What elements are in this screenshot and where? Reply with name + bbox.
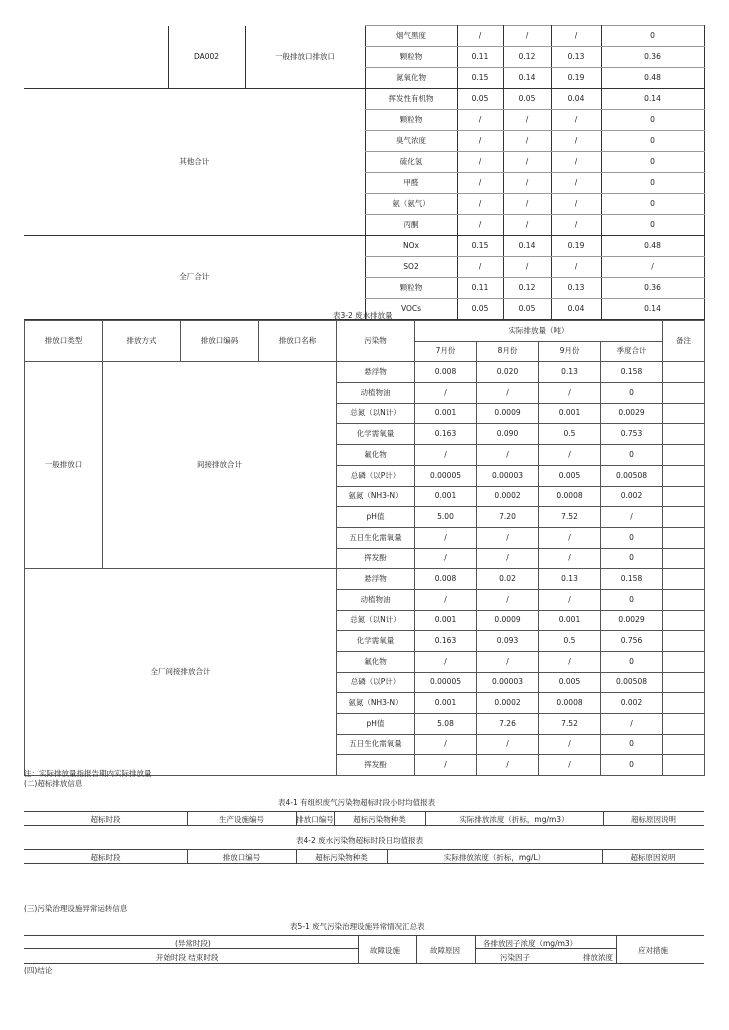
- remark-cell: [663, 548, 705, 569]
- remark-cell: [663, 755, 705, 776]
- t5-facility-header: 故障设施: [370, 946, 400, 955]
- value-cell: 0.0009: [477, 610, 539, 631]
- value-cell: /: [539, 527, 601, 548]
- value-cell: 0: [601, 445, 663, 466]
- group-label-cell: 其他合计: [24, 89, 365, 236]
- value-cell: /: [477, 383, 539, 404]
- value-cell: 0.14: [601, 299, 704, 320]
- pollutant-cell: 颗粒物: [365, 278, 457, 299]
- value-cell: /: [457, 173, 503, 194]
- value-cell: 0.0029: [601, 610, 663, 631]
- value-cell: 0.13: [551, 278, 601, 299]
- pollutant-cell: 臭气浓度: [365, 131, 457, 152]
- value-cell: 0.13: [551, 47, 601, 68]
- value-cell: /: [551, 215, 601, 236]
- value-cell: 0: [601, 755, 663, 776]
- remark-cell: [663, 631, 705, 652]
- header-pollutant: 污染物: [337, 321, 415, 362]
- value-cell: 0.00003: [477, 465, 539, 486]
- value-cell: /: [457, 257, 503, 278]
- header-m9: 9月份: [539, 341, 601, 362]
- value-cell: 0.0008: [539, 693, 601, 714]
- value-cell: 0.15: [457, 236, 503, 257]
- plant-total-label: 全厂间接排放合计: [25, 569, 337, 776]
- value-cell: 0.0002: [477, 693, 539, 714]
- value-cell: 0.13: [539, 569, 601, 590]
- t5-conc2-header: 排放浓度: [583, 953, 613, 962]
- value-cell: 0.001: [539, 403, 601, 424]
- header-row: [25, 321, 705, 342]
- air-row: [24, 236, 704, 257]
- pollutant-cell: 颗粒物: [365, 110, 457, 131]
- value-cell: 0: [601, 26, 704, 47]
- water-row: [25, 569, 705, 590]
- pollutant-cell: 动植物油: [337, 589, 415, 610]
- value-cell: 0.02: [477, 569, 539, 590]
- t5-reason-header: 故障原因: [430, 946, 460, 955]
- outlet-id-cell: DA002: [168, 26, 245, 89]
- value-cell: 0.0009: [477, 403, 539, 424]
- value-cell: 0: [601, 383, 663, 404]
- value-cell: 0.005: [539, 672, 601, 693]
- value-cell: /: [457, 215, 503, 236]
- air-row: [24, 26, 704, 47]
- value-cell: /: [503, 131, 551, 152]
- remark-cell: [663, 734, 705, 755]
- value-cell: 0: [601, 173, 704, 194]
- value-cell: /: [415, 755, 477, 776]
- t5-period-header: (异常时段): [175, 939, 211, 948]
- pollutant-cell: 挥发性有机物: [365, 89, 457, 110]
- t42-header-4: 超标原因说明: [630, 853, 676, 862]
- value-cell: /: [477, 548, 539, 569]
- value-cell: 0.04: [551, 89, 601, 110]
- value-cell: 0.00003: [477, 672, 539, 693]
- value-cell: 0.36: [601, 278, 704, 299]
- remark-cell: [663, 714, 705, 735]
- value-cell: 0.05: [457, 89, 503, 110]
- value-cell: 0.008: [415, 362, 477, 383]
- value-cell: 0.5: [539, 631, 601, 652]
- pollutant-cell: 颗粒物: [365, 47, 457, 68]
- pollutant-cell: 总氮（以N计）: [337, 610, 415, 631]
- value-cell: 0.158: [601, 569, 663, 590]
- t41-header-5: 超标原因说明: [631, 815, 676, 824]
- pollutant-cell: 烟气黑度: [365, 26, 457, 47]
- remark-cell: [663, 652, 705, 673]
- value-cell: 0: [601, 652, 663, 673]
- remark-cell: [663, 672, 705, 693]
- air-row: [24, 89, 704, 110]
- value-cell: 0.001: [415, 486, 477, 507]
- remark-cell: [663, 445, 705, 466]
- value-cell: 7.52: [539, 507, 601, 528]
- header-remark: 备注: [663, 321, 705, 362]
- value-cell: /: [477, 652, 539, 673]
- value-cell: 0: [601, 589, 663, 610]
- value-cell: /: [551, 173, 601, 194]
- t5-conc-header: 各排放因子浓度（mg/m3）: [483, 939, 578, 948]
- t42-header-0: 超标时段: [90, 853, 121, 862]
- remark-cell: [663, 465, 705, 486]
- value-cell: 0.15: [457, 68, 503, 89]
- pollutant-cell: 化学需氧量: [337, 424, 415, 445]
- t5-measures-header: 应对措施: [638, 946, 668, 955]
- value-cell: /: [415, 445, 477, 466]
- t41-header-2: 排放口编号: [296, 815, 334, 824]
- value-cell: 0: [601, 734, 663, 755]
- value-cell: /: [551, 131, 601, 152]
- value-cell: 0.00005: [415, 672, 477, 693]
- remark-cell: [663, 589, 705, 610]
- value-cell: /: [503, 194, 551, 215]
- t41-header-1: 生产设施编号: [219, 815, 264, 824]
- value-cell: 0: [601, 527, 663, 548]
- value-cell: 0.19: [551, 236, 601, 257]
- value-cell: 0.008: [415, 569, 477, 590]
- value-cell: /: [539, 589, 601, 610]
- value-cell: /: [539, 734, 601, 755]
- header-method: 排放方式: [103, 321, 181, 362]
- value-cell: 0: [601, 215, 704, 236]
- pollutant-cell: 动植物油: [337, 383, 415, 404]
- value-cell: /: [503, 173, 551, 194]
- value-cell: 0: [601, 110, 704, 131]
- value-cell: /: [539, 383, 601, 404]
- pollutant-cell: 挥发酚: [337, 755, 415, 776]
- value-cell: 0.11: [457, 278, 503, 299]
- t41-header-4: 实际排放浓度（折标，mg/m3）: [459, 815, 569, 824]
- pollutant-cell: 总磷（以P计）: [337, 672, 415, 693]
- pollutant-cell: 氨氮（NH3-N）: [337, 693, 415, 714]
- value-cell: 0.00005: [415, 465, 477, 486]
- table-4-2-caption: 表4-2 废水污染物超标时段日均值报表: [296, 836, 424, 845]
- value-cell: /: [457, 194, 503, 215]
- value-cell: 0.001: [415, 693, 477, 714]
- value-cell: 0.0029: [601, 403, 663, 424]
- section-3-heading: (三)污染治理设施异常运转信息: [24, 904, 128, 913]
- value-cell: 0.020: [477, 362, 539, 383]
- general-outlet-label: 一般排放口: [25, 362, 103, 569]
- value-cell: 0.11: [457, 47, 503, 68]
- value-cell: /: [551, 110, 601, 131]
- value-cell: /: [457, 110, 503, 131]
- pollutant-cell: 五日生化需氧量: [337, 734, 415, 755]
- value-cell: 0.756: [601, 631, 663, 652]
- pollutant-cell: 化学需氧量: [337, 631, 415, 652]
- header-code: 排放口编码: [181, 321, 259, 362]
- value-cell: 0.163: [415, 631, 477, 652]
- pollutant-cell: 丙酮: [365, 215, 457, 236]
- value-cell: 0.001: [539, 610, 601, 631]
- value-cell: 0.5: [539, 424, 601, 445]
- value-cell: /: [477, 527, 539, 548]
- value-cell: /: [539, 652, 601, 673]
- value-cell: 7.26: [477, 714, 539, 735]
- pollutant-cell: 总磷（以P计）: [337, 465, 415, 486]
- value-cell: /: [415, 383, 477, 404]
- t42-header-3: 实际排放浓度（折标，mg/L）: [443, 853, 546, 862]
- value-cell: /: [539, 755, 601, 776]
- value-cell: 0.12: [503, 278, 551, 299]
- value-cell: /: [503, 152, 551, 173]
- value-cell: 0.48: [601, 236, 704, 257]
- pollutant-cell: 氨（氨气）: [365, 194, 457, 215]
- value-cell: 0.00508: [601, 465, 663, 486]
- value-cell: 0.0002: [477, 486, 539, 507]
- value-cell: /: [503, 26, 551, 47]
- header-m7: 7月份: [415, 341, 477, 362]
- value-cell: /: [551, 194, 601, 215]
- value-cell: /: [503, 215, 551, 236]
- pollutant-cell: 氨氮（NH3-N）: [337, 486, 415, 507]
- value-cell: /: [551, 257, 601, 278]
- indirect-total-label: 间接排放合计: [103, 362, 337, 569]
- value-cell: /: [457, 26, 503, 47]
- pollutant-cell: 五日生化需氧量: [337, 527, 415, 548]
- value-cell: /: [457, 152, 503, 173]
- value-cell: 0.36: [601, 47, 704, 68]
- blank-cell: [24, 26, 168, 89]
- value-cell: 5.08: [415, 714, 477, 735]
- value-cell: /: [601, 714, 663, 735]
- remark-cell: [663, 610, 705, 631]
- header-actual: 实际排放量（吨）: [415, 321, 663, 342]
- value-cell: /: [415, 548, 477, 569]
- value-cell: /: [503, 257, 551, 278]
- note-text: 注：实际排放量指报告期内实际排放量: [24, 769, 152, 778]
- value-cell: /: [415, 734, 477, 755]
- t41-header-0: 超标时段: [90, 815, 121, 824]
- value-cell: 0: [601, 152, 704, 173]
- value-cell: 0.753: [601, 424, 663, 445]
- value-cell: /: [415, 527, 477, 548]
- table-4-1-caption: 表4-1 有组织废气污染物超标时段小时均值报表: [278, 798, 436, 807]
- value-cell: /: [551, 26, 601, 47]
- value-cell: 0: [601, 131, 704, 152]
- value-cell: 0.19: [551, 68, 601, 89]
- value-cell: 0.00508: [601, 672, 663, 693]
- value-cell: /: [477, 589, 539, 610]
- value-cell: 0.005: [539, 465, 601, 486]
- value-cell: 0.48: [601, 68, 704, 89]
- section-2-heading: (二)超标排放信息: [24, 779, 83, 788]
- table-5-1-caption: 表5-1 废气污染治理设施异常情况汇总表: [290, 922, 425, 931]
- header-type: 排放口类型: [25, 321, 103, 362]
- value-cell: 5.00: [415, 507, 477, 528]
- value-cell: 0.002: [601, 693, 663, 714]
- value-cell: 0.090: [477, 424, 539, 445]
- value-cell: 0.001: [415, 403, 477, 424]
- value-cell: 0.158: [601, 362, 663, 383]
- remark-cell: [663, 486, 705, 507]
- pollutant-cell: pH值: [337, 714, 415, 735]
- value-cell: 0.0008: [539, 486, 601, 507]
- t41-header-3: 超标污染物种类: [353, 815, 406, 824]
- remark-cell: [663, 424, 705, 445]
- value-cell: /: [477, 734, 539, 755]
- remark-cell: [663, 403, 705, 424]
- header-m8: 8月份: [477, 341, 539, 362]
- value-cell: 7.52: [539, 714, 601, 735]
- remark-cell: [663, 507, 705, 528]
- pollutant-cell: NOx: [365, 236, 457, 257]
- water-row: [25, 362, 705, 383]
- value-cell: /: [601, 257, 704, 278]
- t5-start-end-header: 开始时段 结束时段: [156, 953, 219, 962]
- value-cell: 0.05: [503, 299, 551, 320]
- value-cell: 0.05: [457, 299, 503, 320]
- pollutant-cell: 挥发酚: [337, 548, 415, 569]
- value-cell: /: [415, 589, 477, 610]
- value-cell: 0.093: [477, 631, 539, 652]
- value-cell: 0: [601, 548, 663, 569]
- value-cell: 0.002: [601, 486, 663, 507]
- value-cell: /: [415, 652, 477, 673]
- pollutant-cell: 总氮（以N计）: [337, 403, 415, 424]
- pollutant-cell: 氟化物: [337, 652, 415, 673]
- value-cell: /: [457, 131, 503, 152]
- value-cell: 0.05: [503, 89, 551, 110]
- t5-factor-header: 污染因子: [500, 953, 530, 962]
- value-cell: 0.001: [415, 610, 477, 631]
- pollutant-cell: VOCs: [365, 299, 457, 320]
- pollutant-cell: 氟化物: [337, 445, 415, 466]
- header-name: 排放口名称: [259, 321, 337, 362]
- remark-cell: [663, 383, 705, 404]
- value-cell: /: [551, 152, 601, 173]
- pollutant-cell: pH值: [337, 507, 415, 528]
- remark-cell: [663, 569, 705, 590]
- value-cell: /: [477, 445, 539, 466]
- pollutant-cell: SO2: [365, 257, 457, 278]
- outlet-name-cell: 一般排放口排放口: [245, 26, 365, 89]
- value-cell: 0.14: [503, 68, 551, 89]
- value-cell: 0.163: [415, 424, 477, 445]
- group-label-cell: 全厂合计: [24, 236, 365, 320]
- remark-cell: [663, 693, 705, 714]
- remark-cell: [663, 362, 705, 383]
- section-4-heading: (四)结论: [24, 966, 53, 975]
- value-cell: /: [477, 755, 539, 776]
- value-cell: 0.14: [601, 89, 704, 110]
- value-cell: 0.13: [539, 362, 601, 383]
- pollutant-cell: 氮氧化物: [365, 68, 457, 89]
- value-cell: 0.12: [503, 47, 551, 68]
- value-cell: 0.14: [503, 236, 551, 257]
- value-cell: /: [539, 445, 601, 466]
- value-cell: 7.20: [477, 507, 539, 528]
- pollutant-cell: 悬浮物: [337, 362, 415, 383]
- value-cell: /: [601, 507, 663, 528]
- water-table-caption: 表3-2 废水排放量: [333, 311, 393, 320]
- t42-header-2: 超标污染物种类: [315, 853, 368, 862]
- pollutant-cell: 硫化氢: [365, 152, 457, 173]
- value-cell: 0: [601, 194, 704, 215]
- header-q: 季度合计: [601, 341, 663, 362]
- value-cell: 0.04: [551, 299, 601, 320]
- remark-cell: [663, 527, 705, 548]
- value-cell: /: [503, 110, 551, 131]
- t42-header-1: 排放口编号: [222, 853, 261, 862]
- pollutant-cell: 悬浮物: [337, 569, 415, 590]
- pollutant-cell: 甲醛: [365, 173, 457, 194]
- value-cell: /: [539, 548, 601, 569]
